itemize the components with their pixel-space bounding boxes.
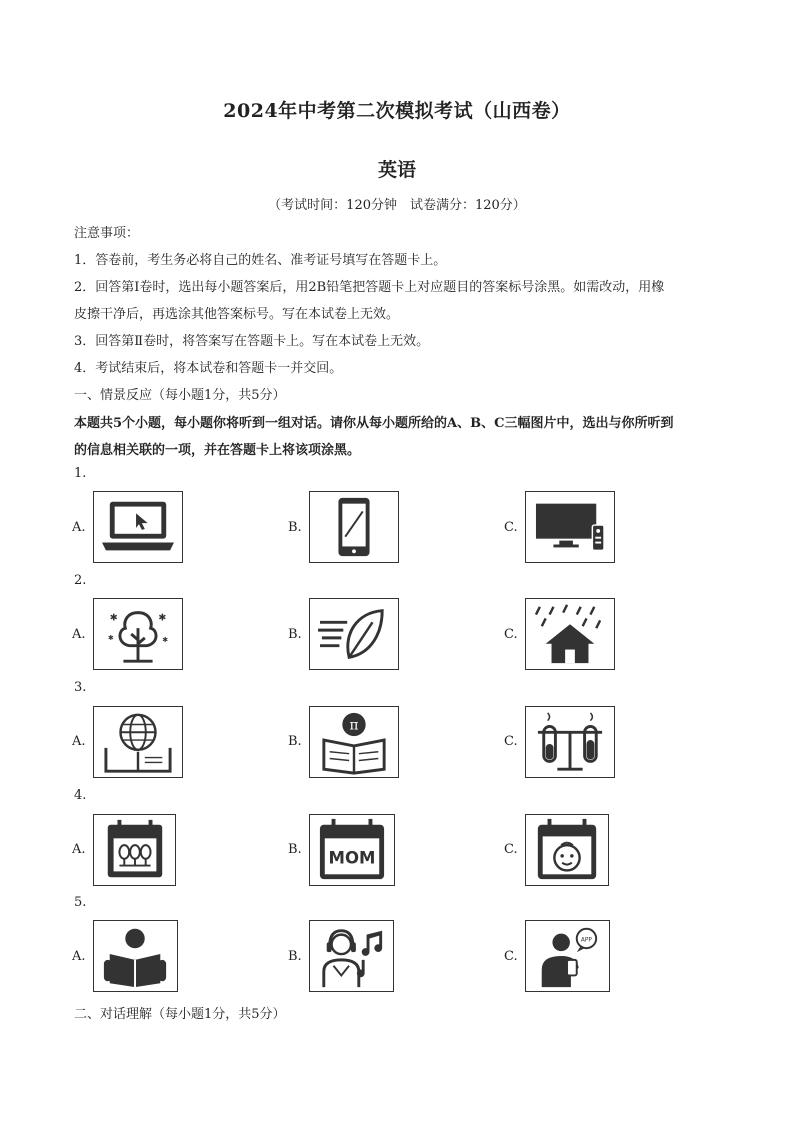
section1-instruction: 本题共5个小题，每小题你将听到一组对话。请你从每小题所给的A、B、C三幅图片中，选出与你所听到 (74, 416, 674, 431)
option-label: C. (504, 949, 518, 964)
question-number: 4. (74, 788, 87, 803)
calendar-child-icon[interactable] (525, 814, 609, 886)
snowy-tree-icon[interactable] (93, 598, 183, 670)
question-number: 5. (74, 895, 87, 910)
section2-heading: 二、对话理解（每小题1分，共5分） (74, 1007, 286, 1022)
rainy-house-icon[interactable] (525, 598, 615, 670)
notice-item: 4．考试结束后，将本试卷和答题卡一并交回。 (74, 361, 343, 376)
notice-item: 皮擦干净后，再选涂其他答案标号。写在本试卷上无效。 (74, 307, 400, 322)
question-number: 3. (74, 680, 87, 695)
question-number: 2. (74, 573, 87, 588)
question-number: 1. (74, 466, 87, 481)
notice-item: 2．回答第Ⅰ卷时，选出每小题答案后，用2B铅笔把答题卡上对应题目的答案标号涂黑。如需改动，用橡 (74, 280, 665, 295)
option-label: A. (72, 627, 86, 642)
option-label: C. (504, 842, 518, 857)
music-listener-icon[interactable] (309, 920, 394, 992)
option-label: C. (504, 627, 518, 642)
svg-text:✱: ✱ (107, 633, 114, 642)
option-label: C. (504, 520, 518, 535)
test-tubes-icon[interactable] (525, 706, 615, 778)
calendar-trees-icon[interactable] (93, 814, 176, 886)
mom-text: MOM (328, 848, 376, 868)
laptop-icon[interactable] (93, 491, 183, 563)
option-label: A. (72, 949, 86, 964)
pi-book-icon[interactable] (309, 706, 399, 778)
section1-instruction: 的信息相关联的一项，并在答题卡上将该项涂黑。 (74, 443, 361, 458)
tv-remote-icon[interactable] (525, 491, 615, 563)
option-label: C. (504, 734, 518, 749)
notice-item: 3．回答第Ⅱ卷时，将答案写在答题卡上。写在本试卷上无效。 (74, 334, 430, 349)
calendar-mom-icon[interactable] (309, 814, 395, 886)
option-label: B. (288, 627, 302, 642)
svg-text:✱: ✱ (162, 635, 169, 644)
option-label: A. (72, 842, 86, 857)
reading-person-icon[interactable] (93, 920, 178, 992)
section1-heading: 一、情景反应（每小题1分，共5分） (74, 388, 286, 403)
option-label: B. (288, 949, 302, 964)
notice-heading: 注意事项： (74, 226, 140, 241)
svg-text:✱: ✱ (109, 612, 118, 624)
svg-text:π: π (349, 717, 359, 734)
app-text: APP (580, 937, 592, 944)
smartphone-icon[interactable] (309, 491, 399, 563)
option-label: A. (72, 734, 86, 749)
option-label: B. (288, 842, 302, 857)
page-title: 2024年中考第二次模拟考试（山西卷） (223, 100, 571, 122)
svg-text:✱: ✱ (158, 612, 167, 624)
notice-item: 1．答卷前，考生务必将自己的姓名、准考证号填写在答题卡上。 (74, 253, 447, 268)
windy-leaf-icon[interactable] (309, 598, 399, 670)
option-label: B. (288, 520, 302, 535)
option-label: B. (288, 734, 302, 749)
exam-info: （考试时间：120分钟 试卷满分：120分） (268, 198, 526, 213)
option-label: A. (72, 520, 86, 535)
subject-title: 英语 (377, 159, 416, 181)
globe-book-icon[interactable] (93, 706, 183, 778)
phone-app-icon[interactable] (525, 920, 610, 992)
